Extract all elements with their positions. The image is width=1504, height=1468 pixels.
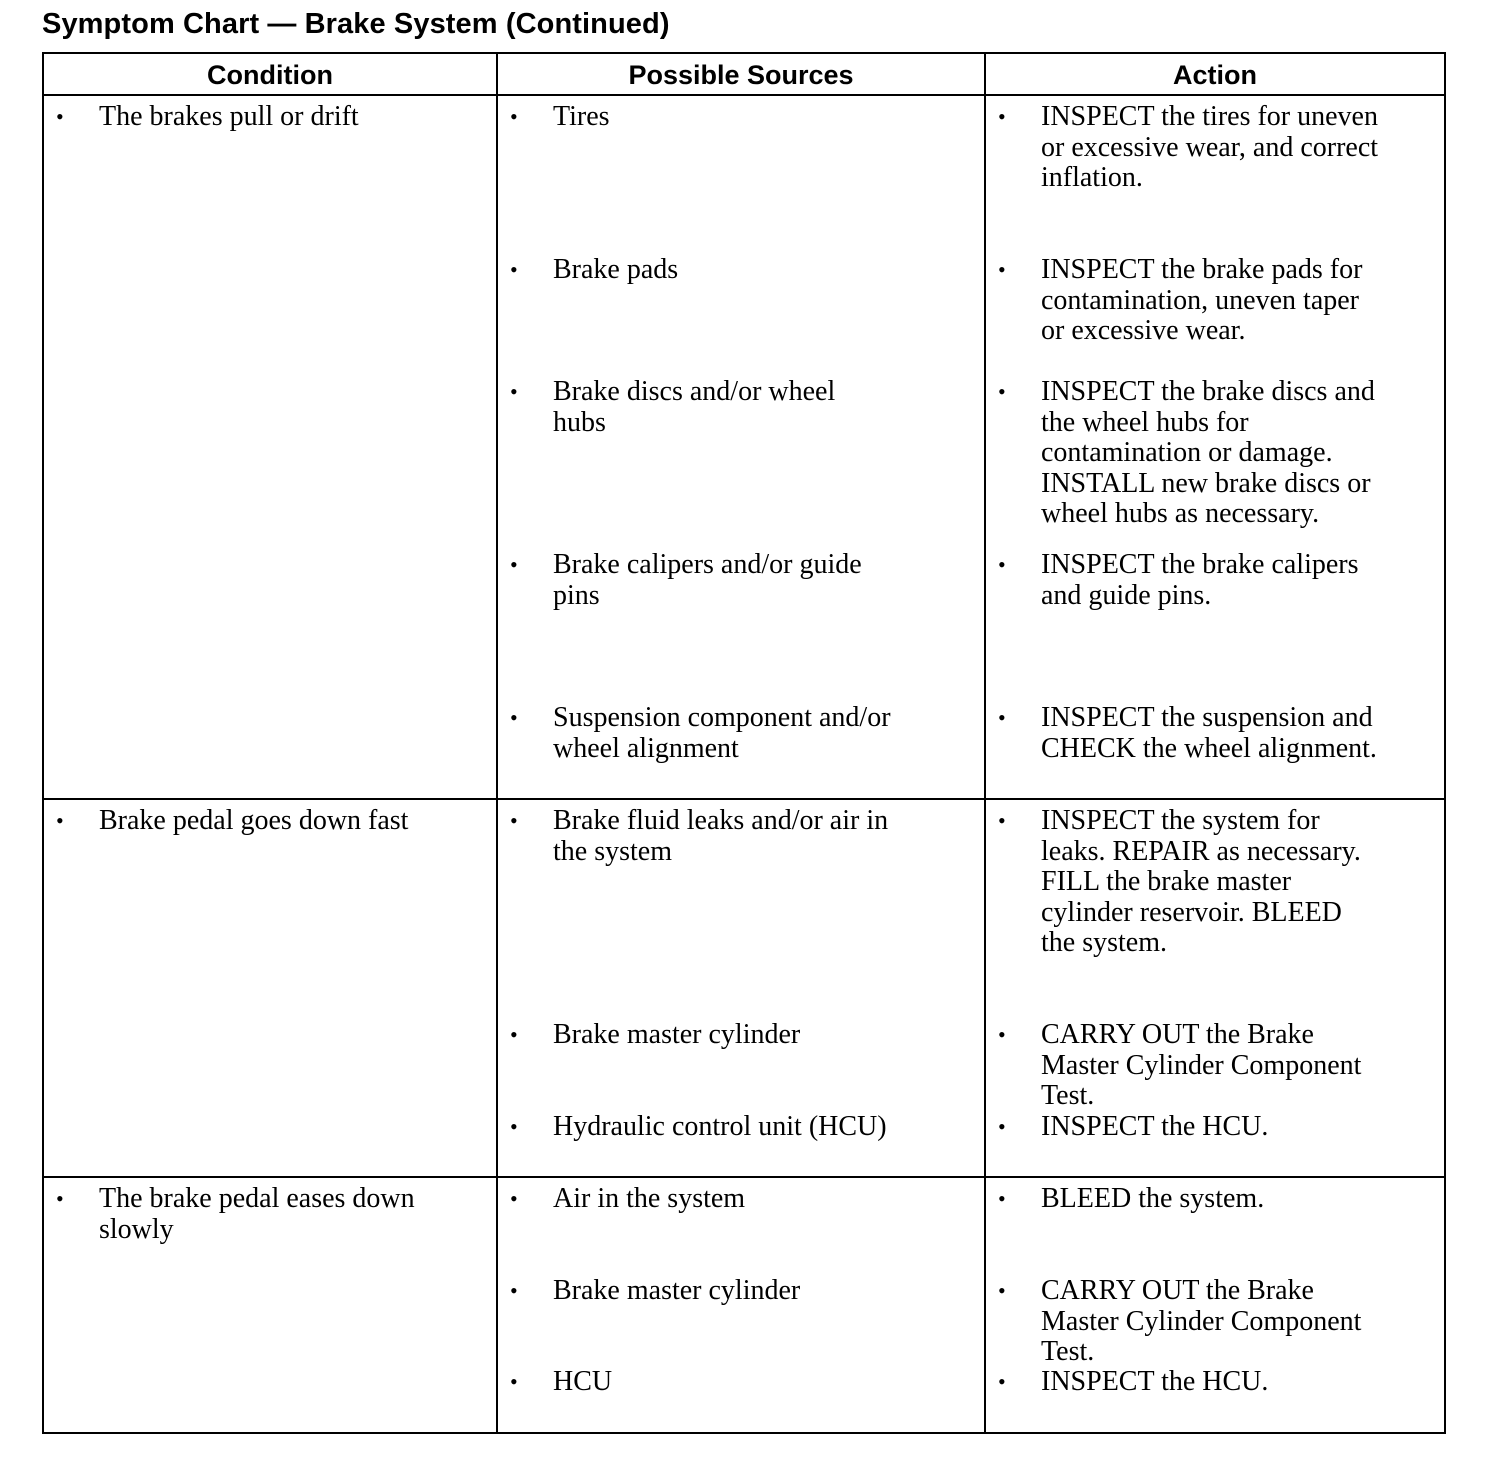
bullet-icon: • [510, 257, 518, 282]
header-action: Action [1173, 60, 1257, 90]
header-divider [42, 94, 1446, 96]
action-text: CARRY OUT the Brake Master Cylinder Component Test. [1041, 1019, 1362, 1112]
bullet-icon: • [510, 1022, 518, 1047]
bullet-icon: • [510, 1114, 518, 1139]
action-text: INSPECT the brake pads for contamination, uneven taper or excessive wear. [1041, 254, 1363, 347]
condition-text: The brake pedal eases down slowly [99, 1183, 415, 1245]
action-text: CARRY OUT the Brake Master Cylinder Component Test. [1041, 1275, 1362, 1368]
column-divider [496, 52, 498, 1434]
condition-text: Brake pedal goes down fast [99, 805, 409, 836]
condition-text: The brakes pull or drift [99, 101, 359, 132]
bullet-icon: • [998, 1022, 1006, 1047]
row-divider [42, 798, 1446, 800]
action-text: INSPECT the brake calipers and guide pins. [1041, 549, 1359, 611]
bullet-icon: • [510, 1186, 518, 1211]
source-text: Brake master cylinder [553, 1275, 801, 1306]
bullet-icon: • [998, 1369, 1006, 1394]
action-text: INSPECT the system for leaks. REPAIR as necessary. FILL the brake master cylinder reservoir. BLEED the system. [1041, 805, 1361, 959]
action-text: BLEED the system. [1041, 1183, 1265, 1214]
bullet-icon: • [56, 104, 64, 129]
bullet-icon: • [510, 1369, 518, 1394]
bullet-icon: • [510, 552, 518, 577]
bullet-icon: • [510, 379, 518, 404]
bullet-icon: • [998, 1186, 1006, 1211]
action-text: INSPECT the suspension and CHECK the wheel alignment. [1041, 702, 1377, 764]
row-divider [42, 1176, 1446, 1178]
bullet-icon: • [998, 104, 1006, 129]
source-text: Brake master cylinder [553, 1019, 801, 1050]
source-text: Brake calipers and/or guide pins [553, 549, 862, 611]
bullet-icon: • [56, 808, 64, 833]
action-text: INSPECT the tires for uneven or excessive wear, and correct inflation. [1041, 101, 1379, 194]
header-condition: Condition [207, 60, 333, 90]
source-text: HCU [553, 1366, 613, 1397]
source-text: Brake discs and/or wheel hubs [553, 376, 836, 438]
source-text: Air in the system [553, 1183, 746, 1214]
bullet-icon: • [56, 1186, 64, 1211]
action-text: INSPECT the brake discs and the wheel hubs for contamination or damage. INSTALL new brake discs or wheel hubs as necessary. [1041, 376, 1375, 530]
bullet-icon: • [510, 705, 518, 730]
header-possible-sources: Possible Sources [628, 60, 854, 90]
column-divider [984, 52, 986, 1434]
bullet-icon: • [998, 808, 1006, 833]
bullet-icon: • [998, 705, 1006, 730]
action-text: INSPECT the HCU. [1041, 1366, 1269, 1397]
bullet-icon: • [998, 1278, 1006, 1303]
bullet-icon: • [998, 552, 1006, 577]
source-text: Hydraulic control unit (HCU) [553, 1111, 887, 1142]
bullet-icon: • [998, 257, 1006, 282]
bullet-icon: • [510, 104, 518, 129]
source-text: Tires [553, 101, 610, 132]
bullet-icon: • [998, 1114, 1006, 1139]
page-title: Symptom Chart — Brake System (Continued) [42, 8, 670, 40]
source-text: Brake fluid leaks and/or air in the system [553, 805, 889, 867]
bullet-icon: • [998, 379, 1006, 404]
source-text: Brake pads [553, 254, 679, 285]
bullet-icon: • [510, 1278, 518, 1303]
bullet-icon: • [510, 808, 518, 833]
source-text: Suspension component and/or wheel alignment [553, 702, 891, 764]
action-text: INSPECT the HCU. [1041, 1111, 1269, 1142]
